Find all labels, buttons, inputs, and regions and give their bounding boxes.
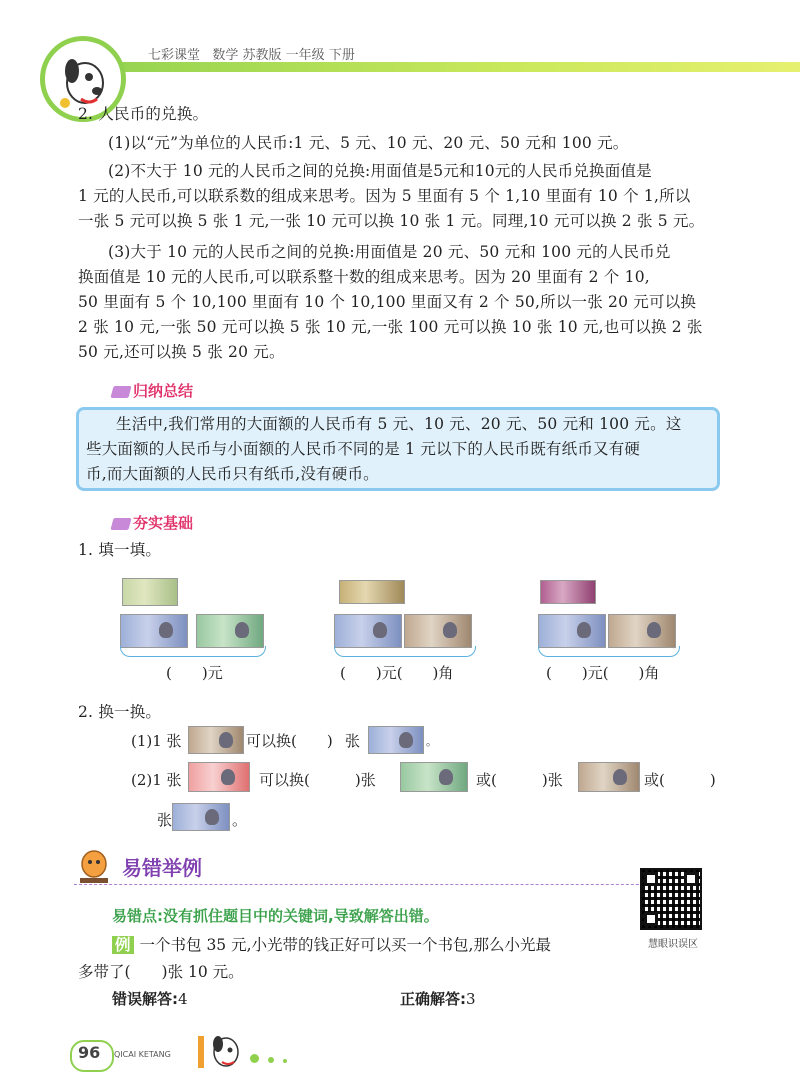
- para-2-line: 一张 5 元可以换 5 张 1 元,一张 10 元可以换 10 张 1 元。同理,10 元可以换 2 张 5 元。: [78, 212, 705, 230]
- banknote-50-yuan-icon: [400, 762, 468, 792]
- example-line-1: 例 一个书包 35 元,小光带的钱正好可以买一个书包,那么小光最: [112, 933, 551, 955]
- q1-answer-2: ( )元( )角: [340, 664, 454, 682]
- header-series: 七彩课堂 数学 苏教版 一年级 下册: [148, 48, 355, 63]
- banknote-10-yuan-icon: [120, 614, 188, 648]
- qr-caption: 慧眼识误区: [648, 939, 698, 950]
- para-3-line: 50 元,还可以换 5 张 20 元。: [78, 343, 285, 361]
- mistakes-divider: [74, 884, 664, 886]
- q2-2-f: 。: [232, 811, 248, 829]
- q2-2-e: 张: [157, 811, 173, 829]
- q2-1-d: 。: [426, 735, 437, 748]
- mistake-mascot-icon: [74, 846, 114, 886]
- summary-text: [86, 412, 716, 487]
- q2-2-c: 或( )张: [476, 771, 563, 789]
- para-3-line: 换面值是 10 元的人民币,可以联系整十数的组成来思考。因为 20 里面有 2 个 10,: [78, 268, 650, 286]
- banknote-10-yuan-icon: [172, 803, 230, 831]
- page-number: 96: [78, 1043, 101, 1062]
- banknote-10-yuan-icon: [368, 726, 424, 754]
- heading-rmb-exchange: 2. 人民币的兑换。: [78, 105, 209, 123]
- mistake-point: 易错点:没有抓住题目中的关键词,导致解答出错。: [112, 907, 439, 925]
- para-2-line: (2)不大于 10 元的人民币之间的兑换:用面值是5元和10元的人民币兑换面值是: [108, 162, 652, 180]
- q2-1-a: (1)1 张: [131, 732, 182, 750]
- q2-1-c: 张: [345, 732, 361, 750]
- para-3-line: 2 张 10 元,一张 50 元可以换 5 张 10 元,一张 100 元可以换 10 张 10 元,也可以换 2 张: [78, 318, 703, 336]
- qr-code-icon[interactable]: [640, 868, 702, 930]
- brace-group-3: [538, 646, 680, 657]
- banknote-20-yuan-icon: [578, 762, 640, 792]
- banknote-100-yuan-icon: [188, 762, 250, 792]
- basics-title: 夯实基础: [112, 512, 193, 533]
- banknote-50-yuan-icon: [196, 614, 264, 648]
- para-1: (1)以“元”为单位的人民币:1 元、5 元、10 元、20 元、50 元和 100 元。: [108, 134, 629, 152]
- wrong-answer: 错误解答:4: [112, 990, 188, 1008]
- q1-answer-3: ( )元( )角: [546, 664, 660, 682]
- banknote-10-yuan-icon: [334, 614, 402, 648]
- para-3-line: 50 里面有 5 个 10,100 里面有 10 个 10,100 里面又有 2 个 50,所以一张 20 元可以换: [78, 293, 697, 311]
- banknote-20-yuan-icon: [404, 614, 472, 648]
- q2-label: 2. 换一换。: [78, 703, 162, 721]
- section-marker-icon: [110, 518, 131, 530]
- banknote-5-jiao-icon: [540, 580, 596, 604]
- footer-dog-icon: [196, 1030, 246, 1074]
- q2-2-a: (2)1 张: [131, 771, 182, 789]
- summary-title: 归纳总结: [112, 380, 193, 401]
- banknote-20-yuan-icon: [608, 614, 676, 648]
- q1-answer-1: ( )元: [166, 664, 223, 682]
- summary-line: 些大面额的人民币与小面额的人民币不同的是 1 元以下的人民币既有纸币又有硬: [86, 440, 641, 458]
- para-2-line: 1 元的人民币,可以联系数的组成来思考。因为 5 里面有 5 个 1,10 里面有 10 个 1,所以: [78, 187, 691, 205]
- q2-2-b: 可以换( )张: [259, 771, 376, 789]
- summary-line: 生活中,我们常用的大面额的人民币有 5 元、10 元、20 元、50 元和 100 元。这: [116, 415, 682, 433]
- brace-group-1: [120, 646, 266, 657]
- mistakes-title: 易错举例: [122, 856, 202, 880]
- para-3-line: (3)大于 10 元的人民币之间的兑换:用面值是 20 元、50 元和 100 元的人民币兑: [108, 243, 671, 261]
- banknote-20-yuan-icon: [188, 726, 244, 754]
- q2-1-b: 可以换( ): [246, 732, 333, 750]
- brace-group-2: [334, 646, 476, 657]
- footer-dots: [250, 1048, 287, 1067]
- right-answer: 正确解答:3: [400, 990, 476, 1008]
- para-2: [78, 159, 728, 234]
- q2-2-d: 或( ): [644, 771, 716, 789]
- header-bar: [60, 62, 800, 72]
- q1-label: 1. 填一填。: [78, 541, 162, 559]
- section-marker-icon: [110, 386, 131, 398]
- banknote-1-jiao-icon: [339, 580, 405, 604]
- example-line-2: 多带了( )张 10 元。: [78, 963, 244, 981]
- summary-line: 币,而大面额的人民币只有纸币,没有硬币。: [86, 465, 379, 483]
- banknote-10-yuan-icon: [538, 614, 606, 648]
- footer-brand: QICAI KETANG: [114, 1050, 171, 1059]
- banknote-1-yuan-icon: [122, 578, 178, 606]
- para-3: [78, 240, 728, 365]
